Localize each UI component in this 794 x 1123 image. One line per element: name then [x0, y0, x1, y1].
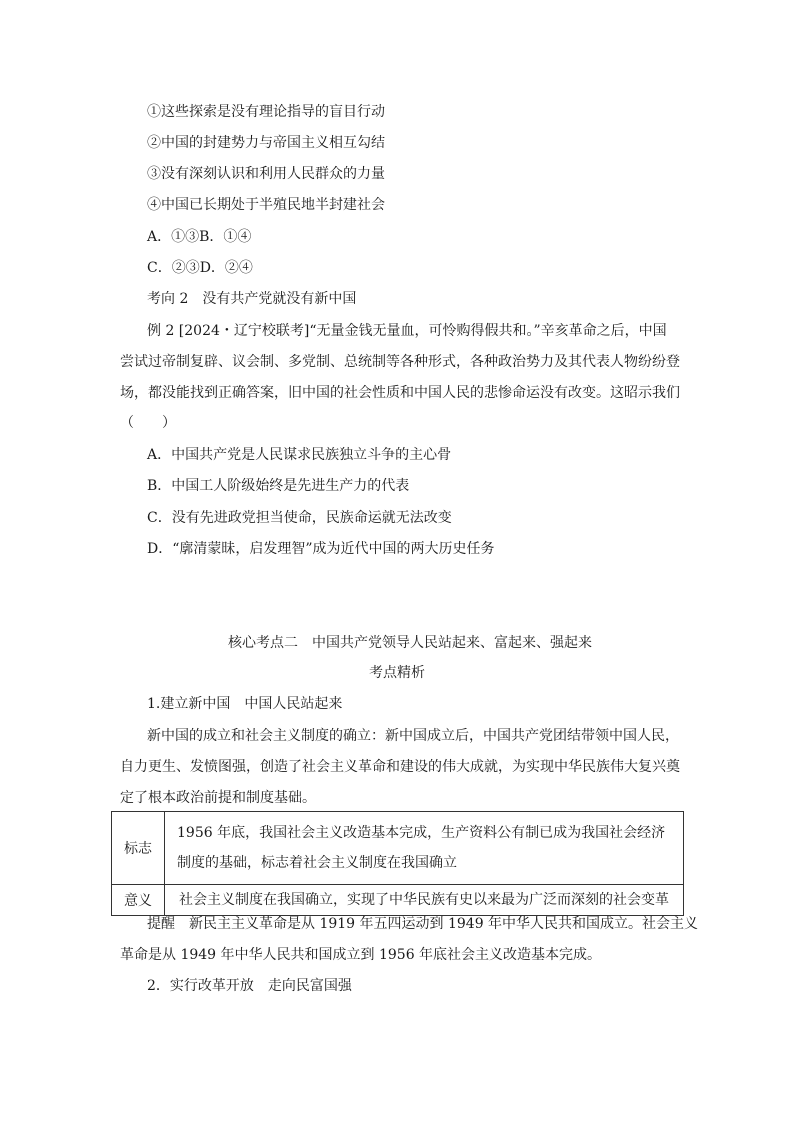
example2-option-b: B．中国工人阶级始终是先进生产力的代表 [147, 478, 410, 494]
table-row [112, 812, 684, 885]
point1-heading: 1.建立新中国 中国人民站起来 [147, 696, 343, 712]
table-label-meaning: 意义 [112, 885, 165, 916]
answer-q1-cd: C．②③D．②④ [147, 260, 253, 276]
option-q1-4: ④中国已长期处于半殖民地半封建社会 [147, 197, 385, 213]
table-content-mark: 1956 年底，我国社会主义改造基本完成，生产资料公有制已成为我国社会经济制度的基础，标志着社会主义制度在我国确立 [165, 812, 684, 885]
option-q1-3: ③没有深刻认识和利用人民群众的力量 [147, 166, 385, 182]
example2-option-a: A．中国共产党是人民谋求民族独立斗争的主心骨 [147, 447, 452, 463]
example2-line-1: 例 2 [2024・辽宁校联考]“无量金钱无量血，可怜购得假共和。”辛亥革命之后，中国 [147, 323, 667, 339]
option-q1-2: ②中国的封建势力与帝国主义相互勾结 [147, 135, 385, 151]
example2-line-4: （ ） [120, 415, 176, 431]
reminder-line-2: 革命是从 1949 年中华人民共和国成立到 1956 年底社会主义改造基本完成。 [120, 947, 602, 963]
reminder-line-1: 提醒 新民主主义革命是从 1919 年五四运动到 1949 年中华人民共和国成立。社会主义 [147, 916, 699, 932]
point2-heading: 2．实行改革开放 走向民富国强 [147, 978, 352, 994]
section-subtitle: 考点精析 [369, 665, 425, 681]
point1-para-line-2: 自力更生、发愤图强，创造了社会主义革命和建设的伟大成就，为实现中华民族伟大复兴奠 [120, 759, 680, 775]
section-title: 核心考点二 中国共产党领导人民站起来、富起来、强起来 [228, 635, 592, 651]
example2-line-2: 尝试过帝制复辟、议会制、多党制、总统制等各种形式，各种政治势力及其代表人物纷纷登 [120, 354, 680, 370]
point1-para-line-3: 定了根本政治前提和制度基础。 [120, 790, 316, 806]
kaoxiang-heading: 考向 2 没有共产党就没有新中国 [147, 291, 357, 307]
table-label-mark: 标志 [112, 812, 165, 885]
table-row [112, 885, 684, 916]
example2-option-d: D．“廓清蒙昧，启发理智”成为近代中国的两大历史任务 [147, 541, 495, 557]
point1-para-line-1: 新中国的成立和社会主义制度的确立：新中国成立后，中国共产党团结带领中国人民， [147, 728, 679, 744]
table-content-meaning: 社会主义制度在我国确立，实现了中华民族有史以来最为广泛而深刻的社会变革 [165, 885, 684, 916]
answer-q1-ab: A．①③B．①④ [147, 229, 252, 245]
option-q1-1: ①这些探索是没有理论指导的盲目行动 [147, 104, 385, 120]
example2-line-3: 场，都没能找到正确答案，旧中国的社会性质和中国人民的悲惨命运没有改变。这昭示我们 [120, 385, 680, 401]
info-table [111, 811, 684, 916]
example2-option-c: C．没有先进政党担当使命，民族命运就无法改变 [147, 510, 452, 526]
